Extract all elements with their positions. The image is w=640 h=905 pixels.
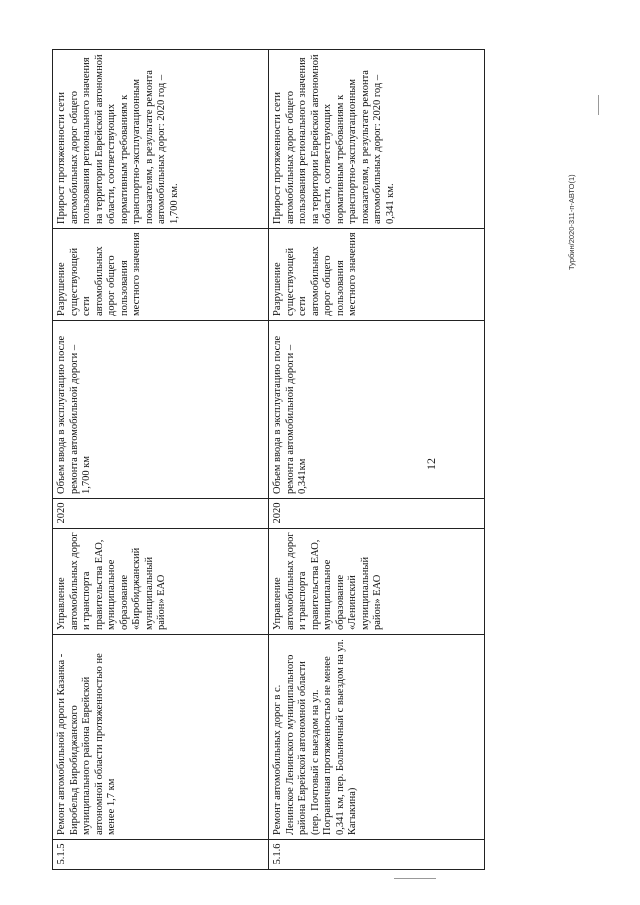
scan-artifact-line — [394, 878, 436, 879]
activities-table — [52, 49, 485, 870]
rotated-content — [52, 50, 576, 870]
scan-artifact-line — [598, 95, 599, 115]
risk-cell: Разрушение существующей сети автомобильных дорог общего пользования местного значения — [269, 229, 485, 321]
risk-cell: Разрушение существующей сети автомобильных дорог общего пользования местного значения — [53, 229, 269, 321]
executor-cell: Управление автомобильных дорог и транспорта правительства ЕАО, муниципальное образование «Ленинский муниципальный район» ЕАО — [269, 529, 485, 635]
activity-description: Ремонт автомобильной дороги Казанка - Биробельд Биробиджанского муниципального района Еврейской автономной области протяженностью не менее 1,7 км — [53, 635, 269, 840]
indicator-cell: Прирост протяженности сети автомобильных дорог общего пользования регионального значения на территории Еврейской автономной области, соответствующих нормативным требованиям к транспортно-эксплуатационным показателям, в результате ремонта автомобильных дорог: 2020 год – 0,341 км. — [269, 50, 485, 229]
table-row — [269, 50, 485, 870]
year-cell: 2020 — [269, 499, 485, 529]
footer-reference: Турбин/2020-311-п-АВТО(1) — [567, 174, 576, 270]
table-row — [53, 50, 269, 870]
indicator-cell: Прирост протяженности сети автомобильных дорог общего пользования регионального значения на территории Еврейской автономной области, соответствующих нормативным требованиям к транспортно-эксплуатационным показателям, в результате ремонта автомобильных дорог: 2020 год – 1,700 км. — [53, 50, 269, 229]
row-number: 5.1.6 — [269, 840, 485, 870]
result-cell: Объем ввода в эксплуатацию после ремонта автомобильной дороги – 0,341км — [269, 321, 485, 499]
activity-description: Ремонт автомобильных дорог в с. Ленинское Ленинского муниципального района Еврейской автономной области (пер. Почтовый с выездом на ул. Пограничная протяженностью не менее 0,341 км, пер. Больничный с выездом на ул. Кагыкина) — [269, 635, 485, 840]
result-cell: Объем ввода в эксплуатацию после ремонта автомобильной дороги – 1,700 км — [53, 321, 269, 499]
executor-cell: Управление автомобильных дорог и транспорта правительства ЕАО, муниципальное образование «Биробиджанский муниципальный район» ЕАО — [53, 529, 269, 635]
page-number: 12 — [424, 458, 438, 470]
row-number: 5.1.5 — [53, 840, 269, 870]
year-cell: 2020 — [53, 499, 269, 529]
